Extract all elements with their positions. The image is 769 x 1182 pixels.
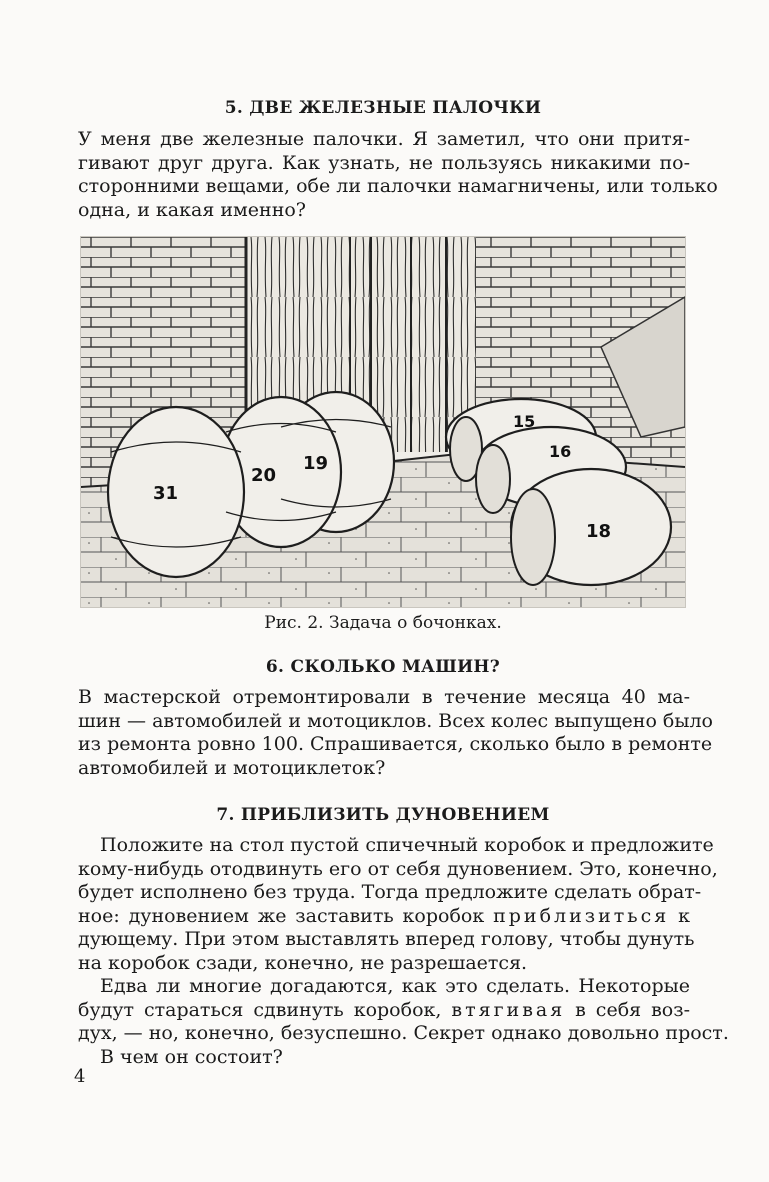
paragraph-7a bbox=[78, 834, 718, 975]
barrel-label: 15 bbox=[513, 412, 536, 431]
heading-6: 6. СКОЛЬКО МАШИН? bbox=[265, 657, 501, 677]
barrel-label: 20 bbox=[251, 465, 277, 486]
text-line: будет исполнено без труда. Тогда предложите сделать обрат- bbox=[78, 881, 702, 903]
heading-5: 5. ДВЕ ЖЕЛЕЗНЫЕ ПАЛОЧКИ bbox=[224, 98, 542, 118]
text-line bbox=[78, 905, 690, 929]
emphasis-text: втягивая bbox=[451, 998, 566, 1021]
text-line: на коробок сзади, конечно, не разрешается. bbox=[78, 951, 528, 974]
text-line: В чем он состоит? bbox=[100, 1045, 283, 1068]
text-line: из ремонта ровно 100. Спрашивается, сколько было в ремонте bbox=[78, 733, 713, 755]
text-fragment: будут стараться сдвинуть коробок, bbox=[78, 998, 442, 1021]
text-line: Едва ли многие догадаются, как это сделать. Некоторые bbox=[100, 975, 690, 997]
barrel-label: 31 bbox=[153, 483, 179, 504]
text-fragment: к bbox=[678, 904, 690, 927]
text-line bbox=[78, 999, 690, 1023]
figure-caption: Рис. 2. Задача о бочонках. bbox=[264, 613, 502, 633]
paragraph-6 bbox=[78, 686, 713, 780]
text-line: дующему. При этом выставлять вперед голову, чтобы дунуть bbox=[78, 928, 695, 950]
page-number: 4 bbox=[74, 1066, 86, 1087]
heading-7: 7. ПРИБЛИЗИТЬ ДУНОВЕНИЕМ bbox=[216, 805, 550, 825]
paragraph-5 bbox=[78, 128, 718, 222]
barrel-label: 16 bbox=[549, 442, 572, 461]
barrels-illustration bbox=[80, 236, 686, 608]
text-fragment: в себя воз- bbox=[575, 998, 690, 1021]
text-line: автомобилей и мотоциклеток? bbox=[78, 756, 386, 779]
text-line: одна, и какая именно? bbox=[78, 198, 306, 221]
text-line: дух, — но, конечно, безуспешно. Секрет однако довольно прост. bbox=[78, 1022, 729, 1044]
text-fragment: ное: дуновением же заставить коробок bbox=[78, 904, 485, 927]
barrel-label: 19 bbox=[303, 453, 329, 474]
emphasis-text: приблизиться bbox=[493, 904, 670, 927]
text-line: кому-нибудь отодвинуть его от себя дуновением. Это, конечно, bbox=[78, 857, 718, 880]
barrel-label: 18 bbox=[586, 521, 612, 542]
text-line: У меня две железные палочки. Я заметил, что они притя- bbox=[78, 128, 690, 150]
text-line: сторонними вещами, обе ли палочки намагничены, или только bbox=[78, 175, 718, 197]
text-line: гивают друг друга. Как узнать, не пользуясь никакими по- bbox=[78, 151, 690, 174]
text-line: шин — автомобилей и мотоциклов. Всех колес выпущено было bbox=[78, 709, 713, 732]
paragraph-7b bbox=[78, 975, 729, 1069]
text-line: В мастерской отремонтировали в течение месяца 40 ма- bbox=[78, 686, 690, 708]
text-line: Положите на стол пустой спичечный коробок и предложите bbox=[100, 834, 714, 856]
